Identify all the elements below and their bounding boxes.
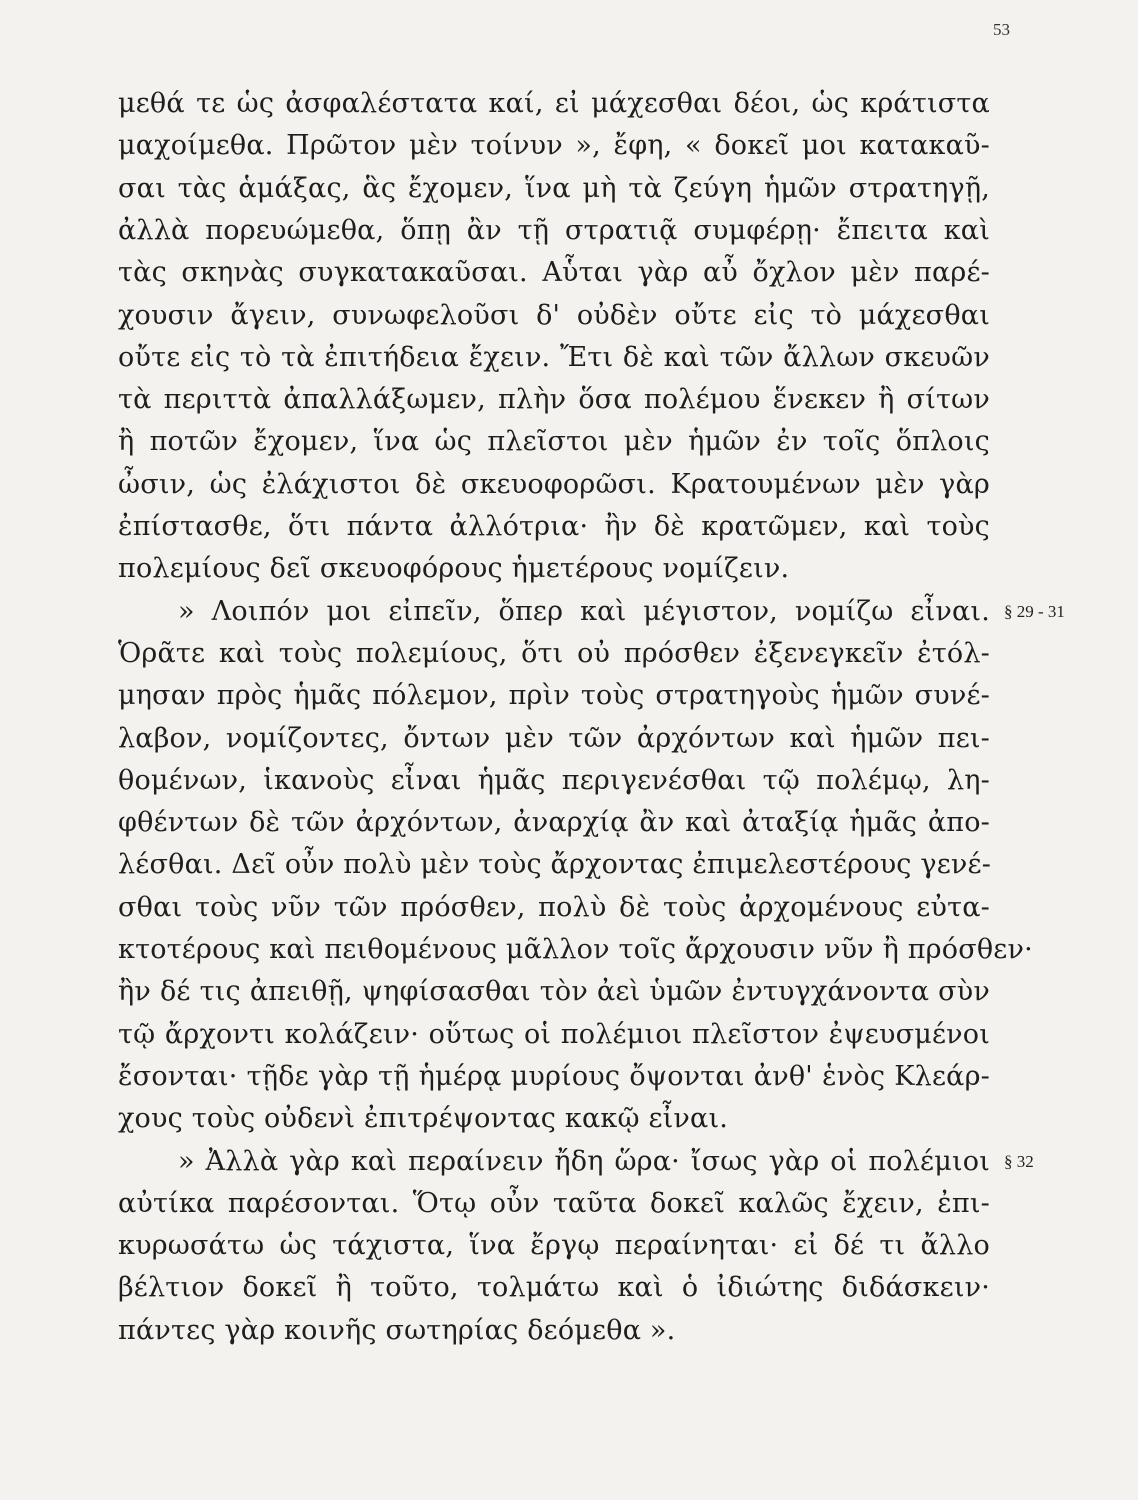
text-line: θομένων, ἱκανοὺς εἶναι ἡμᾶς περιγενέσθαι τῷ πολέμῳ, λη- [118,765,990,796]
text-line: μαχοίμεθα. Πρῶτον μὲν τοίνυν », ἔφη, « δοκεῖ μοι κατακαῦ- [118,130,990,161]
text-line: τὰς σκηνὰς συγκατακαῦσαι. Αὗται γὰρ αὖ ὄχλον μὲν παρέ- [118,257,990,288]
text-line: ὦσιν, ὡς ἐλάχιστοι δὲ σκευοφορῶσι. Κρατουμένων μὲν γὰρ [118,469,990,500]
text-line: φθέντων δὲ τῶν ἀρχόντων, ἀναρχίᾳ ἂν καὶ ἀταξίᾳ ἡμᾶς ἀπο- [118,807,990,838]
text-line: σθαι τοὺς νῦν τῶν πρόσθεν, πολὺ δὲ τοὺς ἀρχομένους εὐτα- [118,892,990,923]
text-line: ἔσονται· τῇδε γὰρ τῇ ἡμέρᾳ μυρίους ὄψονται ἀνθ' ἑνὸς Κλεάρ- [118,1061,990,1092]
text-line: πάντες γὰρ κοινῆς σωτηρίας δεόμεθα ». [118,1315,676,1346]
text-line: ἀλλὰ πορευώμεθα, ὅπῃ ἂν τῇ στρατιᾷ συμφέρῃ· ἔπειτα καὶ [118,215,990,246]
text-line: » Ἀλλὰ γὰρ καὶ περαίνειν ἤδη ὥρα· ἴσως γὰρ οἱ πολέμιοι [178,1146,990,1177]
text-line: μησαν πρὸς ἡμᾶς πόλεμον, πρὶν τοὺς στρατηγοὺς ἡμῶν συνέ- [118,680,990,711]
text-line: ἢν δέ τις ἀπειθῇ, ψηφίσασθαι τὸν ἀεὶ ὑμῶν ἐντυγχάνοντα σὺν [118,976,990,1007]
text-line: τῷ ἄρχοντι κολάζειν· οὕτως οἱ πολέμιοι πλεῖστον ἐψευσμένοι [118,1019,990,1050]
text-line: σαι τὰς ἁμάξας, ἃς ἔχομεν, ἵνα μὴ τὰ ζεύγη ἡμῶν στρατηγῇ, [118,173,990,204]
margin-section-ref: § 29 - 31 [1004,602,1065,621]
text-line: κυρωσάτω ὡς τάχιστα, ἵνα ἔργῳ περαίνηται· εἰ δέ τι ἄλλο [118,1230,990,1261]
text-line: τὰ περιττὰ ἀπαλλάξωμεν, πλὴν ὅσα πολέμου ἕνεκεν ἢ σίτων [118,384,990,415]
page-number: 53 [993,20,1010,39]
text-line: βέλτιον δοκεῖ ἢ τοῦτο, τολμάτω καὶ ὁ ἰδιώτης διδάσκειν· [118,1272,990,1303]
text-line: λαβον, νομίζοντες, ὄντων μὲν τῶν ἀρχόντων καὶ ἡμῶν πει- [118,723,990,754]
text-line: Ὁρᾶτε καὶ τοὺς πολεμίους, ὅτι οὐ πρόσθεν ἐξενεγκεῖν ἐτόλ- [118,638,990,669]
text-line: κτοτέρους καὶ πειθομένους μᾶλλον τοῖς ἄρχουσιν νῦν ἢ πρόσθεν· [118,934,1033,965]
text-line: » Λοιπόν μοι εἰπεῖν, ὅπερ καὶ μέγιστον, νομίζω εἶναι. [178,596,990,627]
text-line: πολεμίους δεῖ σκευοφόρους ἡμετέρους νομίζειν. [118,553,790,584]
text-line: μεθά τε ὡς ἀσφαλέστατα καί, εἰ μάχεσθαι δέοι, ὡς κράτιστα [118,88,990,119]
margin-section-ref: § 32 [1004,1152,1034,1171]
text-line: οὔτε εἰς τὸ τὰ ἐπιτήδεια ἔχειν. Ἔτι δὲ καὶ τῶν ἄλλων σκευῶν [118,342,990,373]
text-line: αὐτίκα παρέσονται. Ὅτῳ οὖν ταῦτα δοκεῖ καλῶς ἔχειν, ἐπι- [118,1188,990,1219]
text-line: ἐπίστασθε, ὅτι πάντα ἀλλότρια· ἢν δὲ κρατῶμεν, καὶ τοὺς [118,511,990,542]
text-line: χουσιν ἄγειν, συνωφελοῦσι δ' οὐδὲν οὔτε εἰς τὸ μάχεσθαι [118,300,990,331]
text-line: χους τοὺς οὐδενὶ ἐπιτρέψοντας κακῷ εἶναι. [118,1103,729,1134]
text-line: ἢ ποτῶν ἔχομεν, ἵνα ὡς πλεῖστοι μὲν ἡμῶν ἐν τοῖς ὅπλοις [118,426,990,457]
text-line: λέσθαι. Δεῖ οὖν πολὺ μὲν τοὺς ἄρχοντας ἐπιμελεστέρους γενέ- [118,849,992,880]
